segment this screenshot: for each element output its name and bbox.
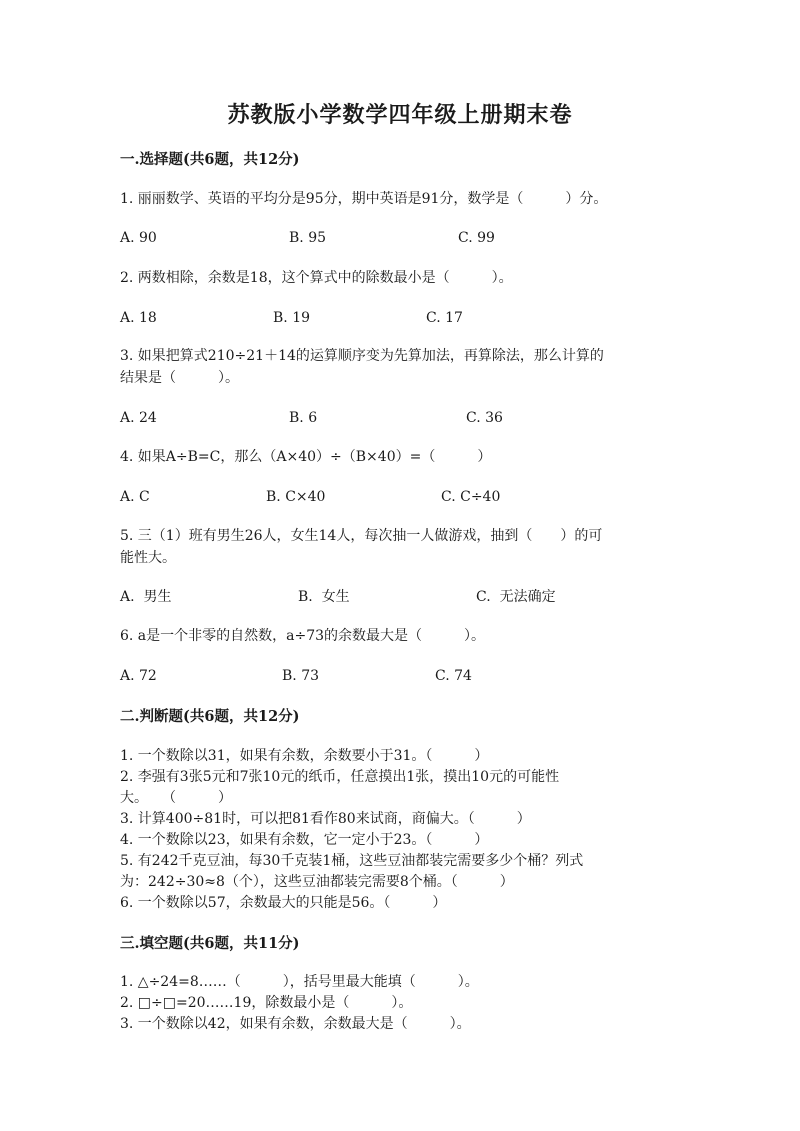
question-line: 3. 如果把算式210÷21＋14的运算顺序变为先算加法，再算除法，那么计算的 [120,348,604,364]
statement-line: 2. 李强有3张5元和7张10元的纸币，任意摸出1张，摸出10元的可能性 [120,769,560,785]
option-a: A. 90 [120,230,157,246]
option-b: B. 6 [289,410,318,426]
statement-line: 6. 一个数除以57，余数最大的只能是56。（ ） [120,895,447,911]
statement-line: 5. 有242千克豆油，每30千克装1桶，这些豆油都装完需要多少个桶？列式 [120,853,584,869]
statement-line: 为：242÷30≈8（个），这些豆油都装完需要8个桶。（ ） [120,874,514,890]
fill-line: 2. □÷□=20……19，除数最小是（ ）。 [120,995,413,1011]
option-b: B. 73 [282,668,320,684]
statement-line: 4. 一个数除以23，如果有余数，它一定小于23。（ ） [120,832,489,848]
page-title: 苏教版小学数学四年级上册期末卷 [227,102,573,128]
fill-line: 1. △÷24=8……（ ），括号里最大能填（ ）。 [120,974,479,990]
question-line: 结果是（ ）。 [120,370,239,386]
fill-line: 3. 一个数除以42，如果有余数，余数最大是（ ）。 [120,1016,471,1032]
option-a: A. 18 [120,310,157,326]
option-b: B. 19 [273,310,311,326]
section-heading-fill: 三.填空题(共6题，共11分) [120,935,300,952]
option-a: A. 72 [120,668,157,684]
statement-line: 大。 （ ） [120,790,232,806]
question-line: 2. 两数相除，余数是18，这个算式中的除数最小是（ ）。 [120,270,513,286]
section-heading-judgment: 二.判断题(共6题，共12分) [120,708,300,725]
option-c: C. 36 [466,410,503,426]
option-a: A. 男生 [120,589,172,605]
option-c: C. 99 [458,230,495,246]
option-b: B. 女生 [298,589,350,605]
question-line: 4. 如果A÷B=C，那么（A×40）÷（B×40）=（ ） [120,449,492,465]
statement-line: 3. 计算400÷81时，可以把81看作80来试商，商偏大。（ ） [120,811,531,827]
option-c: C. 17 [426,310,463,326]
option-a: A. C [120,489,150,505]
option-b: B. C×40 [266,489,326,505]
option-c: C. C÷40 [441,489,501,505]
section-heading-choice: 一.选择题(共6题，共12分) [120,151,300,168]
question-line: 1. 丽丽数学、英语的平均分是95分，期中英语是91分，数学是（ ）分。 [120,191,608,207]
option-b: B. 95 [289,230,327,246]
question-line: 能性大。 [120,550,176,566]
option-c: C. 无法确定 [476,589,556,605]
option-c: C. 74 [435,668,472,684]
question-line: 6. a是一个非零的自然数，a÷73的余数最大是（ ）。 [120,628,486,644]
statement-line: 1. 一个数除以31，如果有余数，余数要小于31。（ ） [120,748,489,764]
option-a: A. 24 [120,410,157,426]
question-line: 5. 三（1）班有男生26人，女生14人，每次抽一人做游戏，抽到（ ）的可 [120,528,603,544]
